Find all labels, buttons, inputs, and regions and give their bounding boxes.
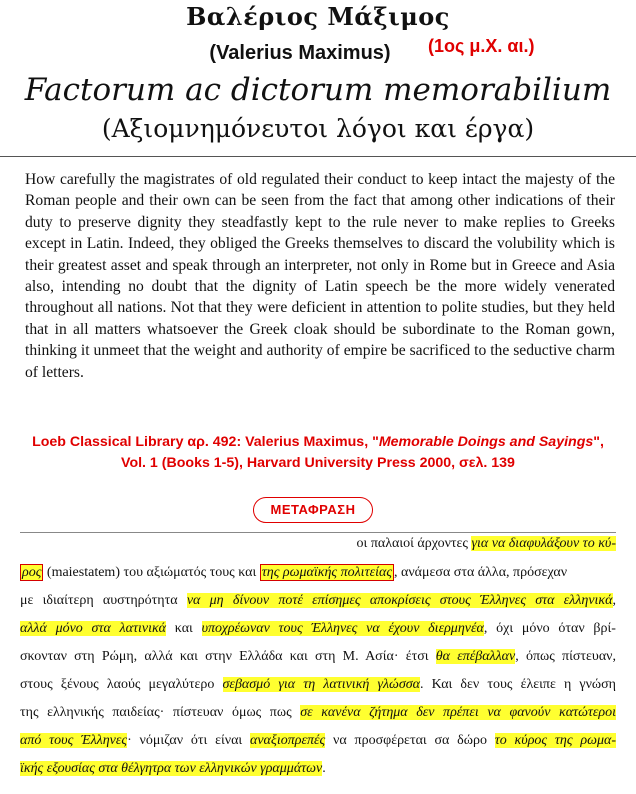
highlight: να μη δίνουν ποτέ επίσημες αποκρίσεις στους Έλληνες στα ελληνικά: [186, 593, 613, 608]
highlight: θα επέβαλλαν: [435, 649, 516, 664]
translation-line: [20, 562, 616, 584]
highlight: σεβασμό για τη λατινική γλώσσα: [222, 677, 420, 692]
translation-line: [20, 646, 616, 668]
highlight: αναξιοπρεπές: [249, 733, 326, 748]
citation-prefix: Loeb Classical Library αρ. 492: Valerius Maximus, ": [32, 434, 379, 450]
text-span: οι παλαιοί άρχοντες: [356, 536, 472, 551]
translation-line: [20, 758, 616, 780]
author-name-latin: (Valerius Maximus): [209, 42, 391, 64]
title-header: [0, 0, 636, 158]
translation-line: [20, 674, 616, 696]
author-name-greek: Βαλέριος Μάξιμος: [186, 2, 450, 31]
boxed-highlight: ρος: [22, 565, 42, 580]
highlight: για να διαφυλάξουν το κύ-: [471, 536, 616, 551]
translation-line: [20, 590, 616, 612]
english-passage: How carefully the magistrates of old regulated their conduct to keep intact the majesty of the Roman people and their own can be seen from the fact that among other indications of their duty to preserve dignity they steadfastly kept to the rule never to make replies to Greeks except in Latin. Indeed, they obliged the Greeks themselves to discard the volubility which is their greatest asset and speak through an interpreter, not only in Rome but in Greece and Asia also, intending no doubt that the dignity of Latin speech be the more widely venerated throughout all nations. Not that they were deficient in attention to polite studies, but they held that in all matters whatsoever the Greek cloak should be subordinate to the Roman gown, thinking it unmeet that the weight and authority of empire be sacrificed to the seductive charm of letters.: [25, 171, 615, 381]
highlight: αλλά μόνο στα λατινικά: [20, 621, 167, 636]
text-span: , όπως πίστευαν,: [515, 649, 616, 664]
text-span: σκονταν στη Ρώμη, αλλά και στην Ελλάδα και στη Μ. Ασία· έτσι: [20, 649, 436, 664]
highlight: σε κανένα ζήτημα δεν πρέπει να φανούν κατώτεροι: [300, 705, 616, 720]
translation-line: [20, 702, 616, 724]
translation-line: [20, 618, 616, 640]
translation-line: [20, 730, 616, 752]
work-title-latin: Factorum ac dictorum memorabilium: [24, 72, 612, 108]
text-span: ,: [612, 593, 616, 608]
highlight: το κύρος της ρωμα-: [494, 733, 616, 748]
century-note: (1ος μ.Χ. αι.): [428, 36, 535, 56]
work-title-greek: (Αξιομνημόνευτοι λόγοι και έργα): [101, 114, 535, 143]
highlight: υποχρέωναν τους Έλληνες να έχουν διερμηνέα: [201, 621, 484, 636]
text-span: στους ξένους λαούς μεγαλύτερο: [20, 677, 223, 692]
text-span: .: [322, 761, 326, 776]
text-span: · νόμιζαν ότι είναι: [127, 733, 250, 748]
citation: [30, 432, 606, 474]
boxed-highlight: της ρωμαϊκής πολιτείας: [261, 565, 393, 580]
text-span: με ιδιαίτερη αυστηρότητα: [20, 593, 187, 608]
text-span: του αξιώματός τους και: [123, 565, 260, 580]
greek-translation: [20, 532, 616, 793]
text-span: . Και δεν τους έλειπε η γνώση: [420, 677, 616, 692]
highlight: ϊκής εξουσίας στα θέλγητρα των ελληνικών γραμμάτων: [20, 761, 323, 776]
citation-title: Memorable Doings and Sayings: [378, 434, 594, 450]
header-divider: [0, 156, 636, 157]
translation-line: [20, 533, 616, 555]
text-span: της ελληνικής παιδείας· πίστευαν όμως πως: [20, 705, 301, 720]
text-span: , ανάμεσα στα άλλα, πρόσεχαν: [394, 565, 568, 580]
text-span: και: [166, 621, 202, 636]
citation-suffix: ", Vol. 1 (Books 1-5), Harvard University Press 2000, σελ. 139: [121, 434, 604, 471]
text-span: να προσφέρεται σα δώρο: [325, 733, 495, 748]
highlight: από τους Έλληνες: [20, 733, 128, 748]
text-span: (maiestatem): [43, 565, 124, 580]
translation-label: ΜΕΤΑΦΡΑΣΗ: [253, 497, 373, 523]
text-span: , όχι μόνο όταν βρί-: [483, 621, 616, 636]
